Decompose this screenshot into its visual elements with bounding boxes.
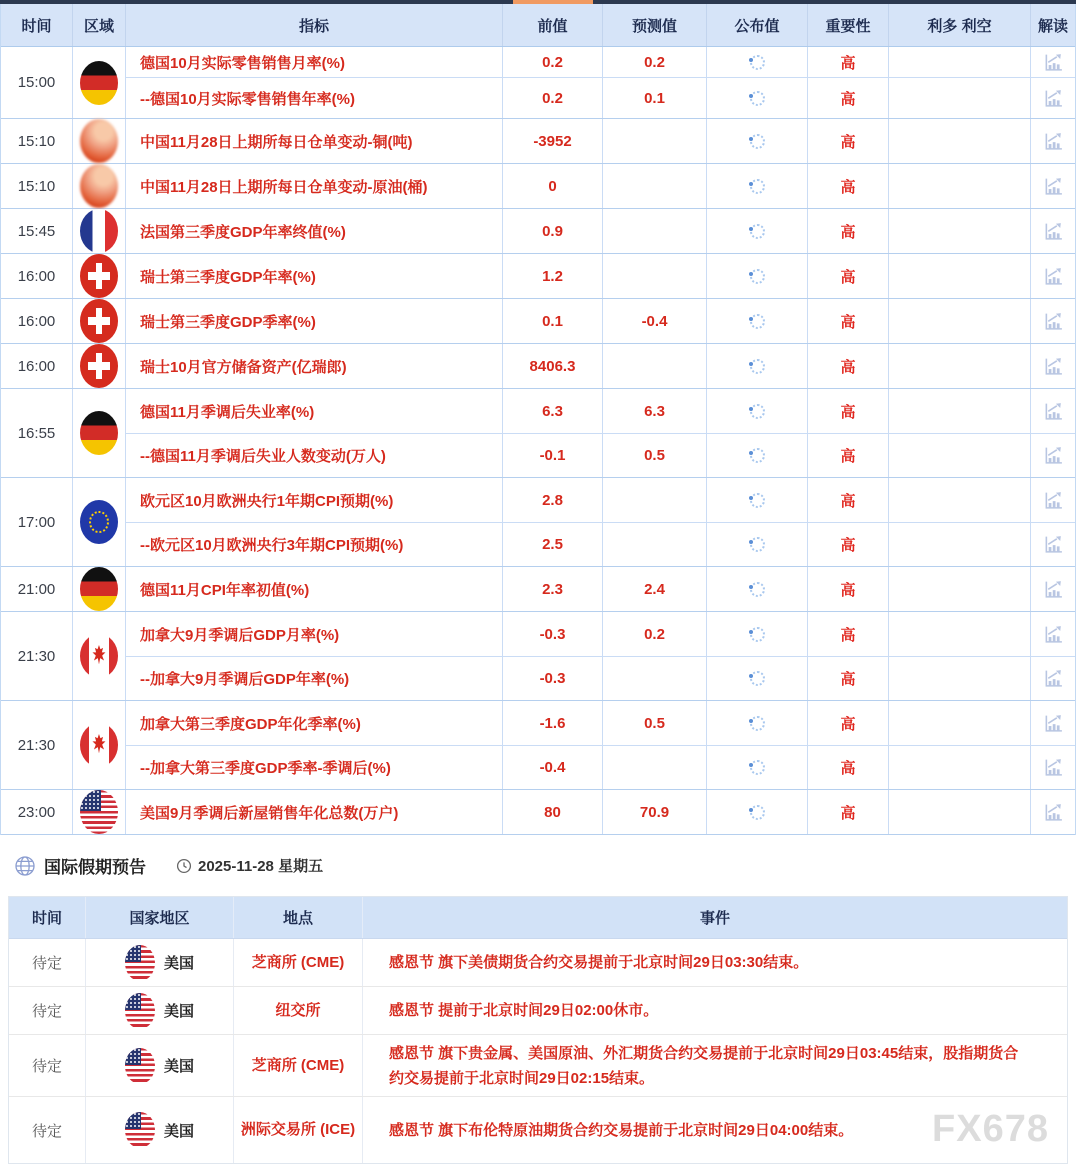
importance-badge: 高	[808, 567, 889, 611]
calendar-time-group	[1, 612, 1075, 701]
importance-badge: 高	[808, 790, 889, 834]
indicator-row[interactable]	[126, 790, 1075, 834]
bull-bear-cell	[889, 701, 1031, 745]
previous-value: -0.3	[503, 612, 603, 656]
actual-value-cell	[707, 164, 808, 208]
forecast-value	[603, 344, 707, 388]
horizontal-scrollbar[interactable]	[0, 0, 1076, 4]
region-cell	[73, 790, 126, 834]
indicator-row[interactable]	[126, 77, 1075, 118]
calendar-time-group	[1, 389, 1075, 478]
importance-badge: 高	[808, 612, 889, 656]
holiday-date: 2025-11-28 星期五	[198, 858, 324, 875]
clock-icon	[176, 858, 192, 874]
interpretation-cell[interactable]	[1031, 790, 1075, 834]
previous-value: -0.3	[503, 657, 603, 700]
loading-spinner-icon	[750, 404, 765, 419]
importance-badge: 高	[808, 78, 889, 118]
col-header-forecast: 预测值	[603, 4, 707, 46]
region-cell	[73, 209, 126, 253]
loading-spinner-icon	[750, 55, 765, 70]
indicator-name: 瑞士第三季度GDP年率(%)	[126, 254, 503, 298]
actual-value-cell	[707, 701, 808, 745]
interpretation-cell[interactable]	[1031, 254, 1075, 298]
indicator-name: 瑞士10月官方储备资产(亿瑞郎)	[126, 344, 503, 388]
us-flag-icon	[125, 945, 155, 981]
chart-interpret-icon	[1043, 266, 1064, 287]
globe-icon	[14, 855, 36, 877]
loading-spinner-icon	[750, 537, 765, 552]
chart-interpret-icon	[1043, 668, 1064, 689]
importance-badge: 高	[808, 657, 889, 700]
loading-spinner-icon	[750, 760, 765, 775]
actual-value-cell	[707, 209, 808, 253]
us-flag-icon	[125, 993, 155, 1029]
importance-badge: 高	[808, 701, 889, 745]
interpretation-cell[interactable]	[1031, 567, 1075, 611]
holiday-col-place: 地点	[234, 897, 363, 938]
indicator-row[interactable]	[126, 209, 1075, 253]
indicator-row[interactable]	[126, 701, 1075, 745]
actual-value-cell	[707, 434, 808, 477]
region-cell	[73, 119, 126, 163]
loading-spinner-icon	[750, 805, 765, 820]
loading-spinner-icon	[750, 224, 765, 239]
importance-badge: 高	[808, 746, 889, 789]
loading-spinner-icon	[750, 91, 765, 106]
holiday-body	[9, 939, 1067, 1163]
forecast-value	[603, 254, 707, 298]
indicator-name: 中国11月28日上期所每日仓单变动-铜(吨)	[126, 119, 503, 163]
indicator-row[interactable]	[126, 299, 1075, 343]
calendar-time-group	[1, 299, 1075, 344]
previous-value: 80	[503, 790, 603, 834]
previous-value: 8406.3	[503, 344, 603, 388]
actual-value-cell	[707, 119, 808, 163]
holiday-section-header	[0, 835, 1076, 896]
indicator-name: 德国11月季调后失业率(%)	[126, 389, 503, 433]
forecast-value	[603, 119, 707, 163]
time-cell: 16:00	[1, 344, 73, 388]
calendar-time-group	[1, 119, 1075, 164]
actual-value-cell	[707, 746, 808, 789]
forecast-value: -0.4	[603, 299, 707, 343]
previous-value: 0.1	[503, 299, 603, 343]
forecast-value: 0.2	[603, 47, 707, 77]
calendar-time-group	[1, 209, 1075, 254]
time-cell: 15:45	[1, 209, 73, 253]
bull-bear-cell	[889, 344, 1031, 388]
forecast-value: 70.9	[603, 790, 707, 834]
indicator-name: 欧元区10月欧洲央行1年期CPI预期(%)	[126, 478, 503, 522]
de-flag-icon	[80, 567, 118, 611]
ca-flag-icon	[80, 723, 118, 767]
interpretation-cell[interactable]	[1031, 612, 1075, 656]
previous-value: -3952	[503, 119, 603, 163]
ch-flag-icon	[80, 344, 118, 388]
loading-spinner-icon	[750, 582, 765, 597]
chart-interpret-icon	[1043, 757, 1064, 778]
actual-value-cell	[707, 47, 808, 77]
indicator-row[interactable]	[126, 119, 1075, 163]
forecast-value: 0.5	[603, 701, 707, 745]
loading-spinner-icon	[750, 314, 765, 329]
indicator-name: 德国11月CPI年率初值(%)	[126, 567, 503, 611]
holiday-place: 芝商所 (CME)	[234, 939, 363, 986]
forecast-value: 0.5	[603, 434, 707, 477]
region-cell	[73, 567, 126, 611]
indicator-name: 法国第三季度GDP年率终值(%)	[126, 209, 503, 253]
calendar-time-group	[1, 254, 1075, 299]
region-cell	[73, 701, 126, 789]
holiday-event: 感恩节 旗下贵金属、美国原油、外汇期货合约交易提前于北京时间29日03:45结束，股指期货合约交易提前于北京时间29日02:15结束。	[389, 1044, 1019, 1087]
bull-bear-cell	[889, 523, 1031, 566]
time-cell: 21:30	[1, 701, 73, 789]
indicator-row[interactable]	[126, 254, 1075, 298]
loading-spinner-icon	[750, 448, 765, 463]
holiday-country	[86, 939, 234, 986]
previous-value: 1.2	[503, 254, 603, 298]
de-flag-icon	[80, 61, 118, 105]
importance-badge: 高	[808, 254, 889, 298]
col-header-region: 区域	[73, 4, 126, 46]
loading-spinner-icon	[750, 134, 765, 149]
actual-value-cell	[707, 567, 808, 611]
previous-value: 2.8	[503, 478, 603, 522]
interpretation-cell[interactable]	[1031, 434, 1075, 477]
previous-value: 6.3	[503, 389, 603, 433]
interpretation-cell[interactable]	[1031, 78, 1075, 118]
indicator-name: 瑞士第三季度GDP季率(%)	[126, 299, 503, 343]
indicator-name: --德国11月季调后失业人数变动(万人)	[126, 434, 503, 477]
holiday-place: 芝商所 (CME)	[234, 1035, 363, 1096]
indicator-name: 加拿大9月季调后GDP月率(%)	[126, 612, 503, 656]
importance-badge: 高	[808, 299, 889, 343]
forecast-value: 0.2	[603, 612, 707, 656]
forecast-value	[603, 209, 707, 253]
loading-spinner-icon	[750, 716, 765, 731]
col-header-bull-bear: 利多 利空	[889, 4, 1031, 46]
region-cell	[73, 299, 126, 343]
holiday-country	[86, 1035, 234, 1096]
actual-value-cell	[707, 612, 808, 656]
indicator-name: --加拿大第三季度GDP季率-季调后(%)	[126, 746, 503, 789]
holiday-time: 待定	[9, 1097, 86, 1163]
country-name: 美国	[163, 955, 194, 972]
interpretation-cell[interactable]	[1031, 478, 1075, 522]
holiday-col-country: 国家地区	[86, 897, 234, 938]
previous-value: -0.4	[503, 746, 603, 789]
bull-bear-cell	[889, 612, 1031, 656]
holiday-row	[9, 1035, 1067, 1097]
col-header-importance: 重要性	[808, 4, 889, 46]
interpretation-cell[interactable]	[1031, 389, 1075, 433]
bull-bear-cell	[889, 389, 1031, 433]
indicator-row[interactable]	[126, 344, 1075, 388]
previous-value: 0.2	[503, 78, 603, 118]
forecast-value: 2.4	[603, 567, 707, 611]
importance-badge: 高	[808, 523, 889, 566]
time-cell: 16:00	[1, 254, 73, 298]
indicator-name: 德国10月实际零售销售月率(%)	[126, 47, 503, 77]
time-cell: 16:55	[1, 389, 73, 477]
region-cell	[73, 164, 126, 208]
actual-value-cell	[707, 78, 808, 118]
holiday-event: 感恩节 提前于北京时间29日02:00休市。	[389, 1002, 659, 1019]
importance-badge: 高	[808, 209, 889, 253]
calendar-time-group	[1, 790, 1075, 835]
time-cell: 23:00	[1, 790, 73, 834]
interpretation-cell[interactable]	[1031, 523, 1075, 566]
actual-value-cell	[707, 299, 808, 343]
bull-bear-cell	[889, 78, 1031, 118]
us-flag-icon	[125, 1112, 155, 1148]
bull-bear-cell	[889, 209, 1031, 253]
chart-interpret-icon	[1043, 802, 1064, 823]
holiday-row	[9, 987, 1067, 1035]
indicator-name: --加拿大9月季调后GDP年率(%)	[126, 657, 503, 700]
chart-interpret-icon	[1043, 534, 1064, 555]
time-cell: 21:00	[1, 567, 73, 611]
indicator-row[interactable]	[126, 745, 1075, 789]
holiday-place: 纽交所	[234, 987, 363, 1034]
holiday-time: 待定	[9, 939, 86, 986]
chart-interpret-icon	[1043, 356, 1064, 377]
indicator-row[interactable]	[126, 567, 1075, 611]
country-name: 美国	[163, 1122, 194, 1140]
interpretation-cell[interactable]	[1031, 119, 1075, 163]
forecast-value	[603, 478, 707, 522]
forecast-value	[603, 746, 707, 789]
holiday-col-time: 时间	[9, 897, 86, 938]
indicator-name: 中国11月28日上期所每日仓单变动-原油(桶)	[126, 164, 503, 208]
holiday-row	[9, 939, 1067, 987]
bull-bear-cell	[889, 254, 1031, 298]
chart-interpret-icon	[1043, 311, 1064, 332]
bull-bear-cell	[889, 299, 1031, 343]
loading-spinner-icon	[750, 627, 765, 642]
chart-interpret-icon	[1043, 445, 1064, 466]
chart-interpret-icon	[1043, 221, 1064, 242]
holiday-time: 待定	[9, 1035, 86, 1096]
actual-value-cell	[707, 523, 808, 566]
interpretation-cell[interactable]	[1031, 164, 1075, 208]
calendar-header-row	[1, 4, 1075, 47]
calendar-time-group	[1, 701, 1075, 790]
importance-badge: 高	[808, 478, 889, 522]
country-name: 美国	[163, 1058, 194, 1075]
scrollbar-thumb[interactable]	[513, 0, 593, 4]
actual-value-cell	[707, 657, 808, 700]
chart-interpret-icon	[1043, 490, 1064, 511]
indicator-row[interactable]	[126, 478, 1075, 522]
previous-value: 0.2	[503, 47, 603, 77]
calendar-time-group	[1, 478, 1075, 567]
forecast-value	[603, 523, 707, 566]
de-flag-icon	[80, 411, 118, 455]
interpretation-cell[interactable]	[1031, 701, 1075, 745]
chart-interpret-icon	[1043, 579, 1064, 600]
bull-bear-cell	[889, 790, 1031, 834]
bull-bear-cell	[889, 164, 1031, 208]
loading-spinner-icon	[750, 671, 765, 686]
cn-flag-icon	[80, 119, 118, 163]
chart-interpret-icon	[1043, 401, 1064, 422]
bull-bear-cell	[889, 47, 1031, 77]
bull-bear-cell	[889, 657, 1031, 700]
previous-value: 2.5	[503, 523, 603, 566]
previous-value: 0.9	[503, 209, 603, 253]
previous-value: -0.1	[503, 434, 603, 477]
importance-badge: 高	[808, 434, 889, 477]
indicator-row[interactable]	[126, 433, 1075, 477]
previous-value: -1.6	[503, 701, 603, 745]
indicator-row[interactable]	[126, 164, 1075, 208]
interpretation-cell[interactable]	[1031, 344, 1075, 388]
chart-interpret-icon	[1043, 131, 1064, 152]
loading-spinner-icon	[750, 359, 765, 374]
loading-spinner-icon	[750, 493, 765, 508]
holiday-country	[86, 987, 234, 1034]
col-header-indicator: 指标	[126, 4, 503, 46]
interpretation-cell[interactable]	[1031, 299, 1075, 343]
col-header-previous: 前值	[503, 4, 603, 46]
region-cell	[73, 612, 126, 700]
calendar-time-group	[1, 344, 1075, 389]
ch-flag-icon	[80, 299, 118, 343]
importance-badge: 高	[808, 119, 889, 163]
chart-interpret-icon	[1043, 713, 1064, 734]
region-cell	[73, 47, 126, 118]
interpretation-cell[interactable]	[1031, 47, 1075, 77]
forecast-value	[603, 164, 707, 208]
chart-interpret-icon	[1043, 52, 1064, 73]
interpretation-cell[interactable]	[1031, 746, 1075, 789]
indicator-name: --德国10月实际零售销售年率(%)	[126, 78, 503, 118]
us-flag-icon	[80, 790, 118, 834]
loading-spinner-icon	[750, 179, 765, 194]
chart-interpret-icon	[1043, 624, 1064, 645]
holiday-col-event: 事件	[699, 910, 730, 927]
indicator-row[interactable]	[126, 389, 1075, 433]
indicator-row[interactable]	[126, 656, 1075, 700]
holiday-row	[9, 1097, 1067, 1163]
actual-value-cell	[707, 389, 808, 433]
economic-calendar-table	[0, 4, 1076, 835]
eu-flag-icon	[80, 500, 118, 544]
holiday-table	[8, 896, 1068, 1164]
region-cell	[73, 389, 126, 477]
importance-badge: 高	[808, 344, 889, 388]
holiday-event: 感恩节 旗下布伦特原油期货合约交易提前于北京时间29日04:00结束。	[389, 1121, 854, 1139]
calendar-time-group	[1, 164, 1075, 209]
chart-interpret-icon	[1043, 176, 1064, 197]
fr-flag-icon	[80, 209, 118, 253]
interpretation-cell[interactable]	[1031, 209, 1075, 253]
importance-badge: 高	[808, 389, 889, 433]
holiday-time: 待定	[9, 987, 86, 1034]
indicator-name: 加拿大第三季度GDP年化季率(%)	[126, 701, 503, 745]
holiday-place: 洲际交易所 (ICE)	[234, 1097, 363, 1163]
calendar-body	[1, 47, 1075, 835]
time-cell: 21:30	[1, 612, 73, 700]
actual-value-cell	[707, 478, 808, 522]
forecast-value	[603, 657, 707, 700]
holiday-section-title: 国际假期预告	[44, 858, 146, 877]
col-header-time: 时间	[1, 4, 73, 46]
watermark: FX678	[932, 1108, 1049, 1150]
ch-flag-icon	[80, 254, 118, 298]
time-cell: 15:10	[1, 119, 73, 163]
holiday-event: 感恩节 旗下美债期货合约交易提前于北京时间29日03:30结束。	[389, 954, 809, 971]
chart-interpret-icon	[1043, 88, 1064, 109]
actual-value-cell	[707, 790, 808, 834]
region-cell	[73, 344, 126, 388]
importance-badge: 高	[808, 47, 889, 77]
time-cell: 16:00	[1, 299, 73, 343]
loading-spinner-icon	[750, 269, 765, 284]
actual-value-cell	[707, 254, 808, 298]
region-cell	[73, 254, 126, 298]
interpretation-cell[interactable]	[1031, 657, 1075, 700]
time-cell: 15:10	[1, 164, 73, 208]
ca-flag-icon	[80, 634, 118, 678]
col-header-actual: 公布值	[707, 4, 808, 46]
forecast-value: 0.1	[603, 78, 707, 118]
indicator-row[interactable]	[126, 47, 1075, 77]
previous-value: 2.3	[503, 567, 603, 611]
country-name: 美国	[163, 1003, 194, 1020]
bull-bear-cell	[889, 567, 1031, 611]
bull-bear-cell	[889, 434, 1031, 477]
us-flag-icon	[125, 1048, 155, 1084]
holiday-header-row	[9, 897, 1067, 939]
time-cell: 15:00	[1, 47, 73, 118]
indicator-row[interactable]	[126, 522, 1075, 566]
bull-bear-cell	[889, 478, 1031, 522]
holiday-country	[86, 1097, 234, 1163]
forecast-value: 6.3	[603, 389, 707, 433]
bull-bear-cell	[889, 746, 1031, 789]
indicator-name: 美国9月季调后新屋销售年化总数(万户)	[126, 790, 503, 834]
indicator-name: --欧元区10月欧洲央行3年期CPI预期(%)	[126, 523, 503, 566]
previous-value: 0	[503, 164, 603, 208]
calendar-time-group	[1, 567, 1075, 612]
bull-bear-cell	[889, 119, 1031, 163]
calendar-time-group	[1, 47, 1075, 119]
time-cell: 17:00	[1, 478, 73, 566]
cn-flag-icon	[80, 164, 118, 208]
actual-value-cell	[707, 344, 808, 388]
col-header-interpret: 解读	[1037, 17, 1068, 35]
indicator-row[interactable]	[126, 612, 1075, 656]
region-cell	[73, 478, 126, 566]
importance-badge: 高	[808, 164, 889, 208]
